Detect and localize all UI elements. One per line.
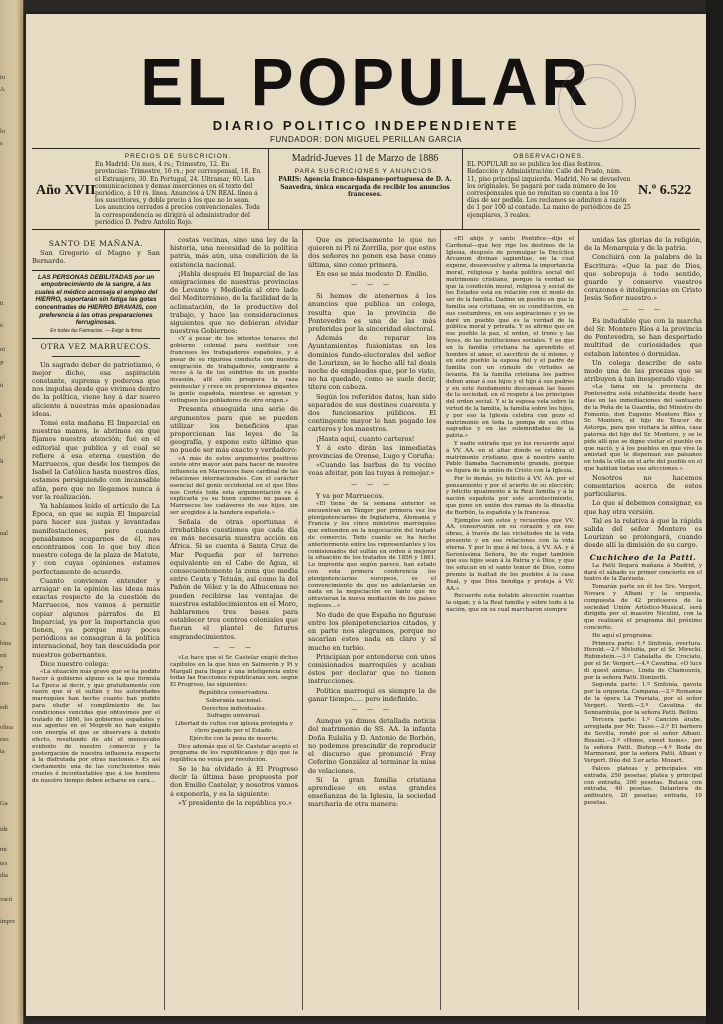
observations [464,149,634,229]
article-paragraph: «Y presidente de la república yo.» [178,798,293,807]
spine-text: e [0,494,3,501]
article-paragraph: Un colega describe de este modo una de las proezas que se atribuyen á tan inesperado viaje: [584,358,702,384]
spine-text: Ga [0,800,8,807]
article-paragraph: Ya habíamos leído el artículo de La Época, en que se supía El Imparcial para hacer sus justas y levantadas manifestaciones, pero cuando pensábamos ocuparnos de él, nos encontramos con lo que hoy dice nuestro colega de la plaza de Matute, y con cuyas opiniones estamos perfectamente de acuerdo. [32,502,160,576]
spine-text: olina [0,724,13,731]
quoted-paragraph: «La situación más grave que se ha podido hacer á gobierno alguno es la que formula La Época al decir, y que gratuitamente con razón que si el sultán y los autoridades marroquíes han hecho cuanto han podido para eludir el cumplimiento de las condiciones vencidas que obtuvimos por el tratado de 1860, los gobiernos españoles y sus agentes en el Mogreb no han exigido con energía el que se observara á debido efecto, resultando de ahí el menoscabo evidente de nuestro comercio y la postergación de nuestra influencia respecto á la disfrutada por otras naciones.» Es así ciertamente una de las conclusiones más crueles é incontestables que á los hombres de nuestro tiempo deben echarse en cara… [32,669,160,784]
info-bar [32,148,700,230]
article-paragraph: ¡Hasta aquí, cuanto carteros! [316,434,415,443]
quoted-paragraph: «La fama en la provincia de Pontevedra está establecida desde hace días en las inmediaciones del santuario de la Peña de la Guardia, del Ministro de Fomento, don Eugenio Montero Ríos y Sr. Montero, el hijo de Teucer de Astorga, para que visitara la aldea, casa paterna del hijo del Sr. Montero, y se le pide allí que se digne visitar el pueblo en que nació, y á los pueblos en que vive la amistad que le dispensan sus paisanos en toda la villa en el arte del pueblo en el que habitan todas sus afecciones.» [584,384,702,473]
spine-text: mi [0,652,7,659]
newspaper-subtitle: DIARIO POLITICO INDEPENDIENTE [212,118,520,133]
article-paragraph: Recuerde esta notable alocución cuantas la oigan; y á la Real familia y sobre todo á la nación, que en su cual marcharon siempre [446,593,574,614]
spine-text: mo- [0,680,11,687]
spine-text: eso [0,736,9,743]
agency-heading: PARA SUSCRICIONES Y ANUNCIOS. [294,168,436,176]
saint-heading: SANTO DE MAÑANA. [48,239,144,248]
article-paragraph: Y nadie extrañe que yo los recuerde aquí á VV. AA. en el altar donde se celebra el matrimonio cristiano, que á nuestro santo Pablo llamaba Sacramento grande, porque es figura de la unión de Cristo con la Iglesia. [446,440,574,475]
article-paragraph: Principian por entenderse con unos comisionados marroquíes y acaban éstos por declarar que no tienen instrucciones. [308,652,436,686]
article-paragraph: Primera parte: 1.º Sinfonía, overtura. Herold.—2.º Melodía, por el Sr. Mirecki. Rubinstein.—3.º Cabalatta de Crociato, por el Sr. Vergert.—4.º Cavatina. «O luce di quest anima», Linda de Chamounix, por la señora Patti. Donizetti. [584,640,702,681]
column-2 [170,236,298,808]
spine-text: vacú [0,896,13,903]
separator-dashes: — — — [213,643,255,651]
saint-text: San Gregorio el Magno y San Bernardo. [32,249,160,266]
adjacent-page-spine [0,0,24,1024]
issue-date: Madrid-Jueves 11 de Marzo de 1886 [291,153,439,164]
info-divider [268,149,269,229]
issue-number: N.º 6.522 [638,183,692,198]
spine-text: nal [0,530,8,537]
column-1 [32,236,160,786]
quoted-paragraph: «Lo hace que el Sr. Castelar exigió dichos capítulos en la que hizo en Salmerón y Pí y Margall para llegar á una inteligencia entre todas las fracciones republicanas son, según El Progreso, las siguientes: [170,655,298,689]
article-paragraph: Tomarán parte en él los Srs. Vergert, Novara y Albani y la orquesta, compuesta de 42 profesores de la sociedad Unión Artístico-Musical, será dirigida por el maestro Nicolini, con la que realizará el programa del próximo concierto. [584,584,702,632]
spine-text: dia [0,872,8,879]
spine-text: li [0,458,4,465]
separator-dashes: — — — [351,480,393,488]
article-paragraph: Se le ha olvidado á El Progreso decir la última base propuesta por don Emilio Castelar, y nosotros vamos á exponerla, y es la siguiente: [170,765,298,798]
article-paragraph: Tomé esta mañana El Imparcial en nuestras manos, le abrimos en que fijamos nuestra atención; fué en el editorial que publica y el cual se refiere á esa eterna cuestión de Marruecos, que desde los tiempos de Isabel la Católica hasta nuestros días, estamos persiguiendo con incansable afán, pero que no llegamos nunca á ver la realización. [32,418,160,501]
list-item: Derechos individuales. [201,705,267,712]
article-paragraph: Tercera parte: 1.º Canción árabe, arreglada por Mr. Tasso.—2.º El barbero de Sevilla, rondó por el señor Albani. Rossini.—3.º «Home, sweet home», por la señora Patti. Bishop.—4.º Boda de Marmorani, por la señora Patti, Albani y Vergert. Dúo del 3.er acto. Mozart. [584,717,702,765]
article-paragraph: Ejemplos son estos y recuerdos que VV. AA. conservarán en su corazón y en sus obras, á través de las vicisitudes de la vida presente y en sus relaciones con la vida eterna. Y por lo que á mí toca, á VV. AA. y á Sereníssima Señora, he de rogar también que sus hijos sean á la Patria y á Dios, y que los educan en el santo temor de Dios, como premio la lealtad de los pueblos á la casa Real, y que Dios bendiga y proteja á VV. AA.» [446,517,574,592]
observations-text: EL POPULAR no se publica los días festivos. Redacción y Administración: Calle del Prado, núm. 11, piso principal izquierda. Madrid. No se devuelven los originales. Se pagará por cada número de los corresponsales que no remitan su cuenta a los 10 días de ser pedida. Los reclamos se admiten á razón de 1 por 100 al contado. La mano de periódicos de 25 ejemplares, 3 reales. [467,161,631,219]
library-stamp-inner-ring [571,77,623,129]
article-paragraph: unidas las glorias de la religión, de la Monarquía y de la patria. [584,236,702,253]
section-title-marruecos: OTRA VEZ MARRUECOS. [40,342,152,352]
article-paragraph: Segunda parte: 1.º Sinfonía, gavota por la orquesta. Campana.—2.º Romanza de la ópera La Traviata, por el señor Vergert. Verdi.—3.º Cavatina de Sonnambula, por la señora Patti. Bellini. [584,682,702,716]
list-item: Sufragio universal. [207,713,261,720]
spine-text: P [0,360,4,367]
spine-text: tu [0,74,6,81]
spine-text: y [0,664,4,671]
spine-text: s [0,140,3,147]
article-paragraph: Dice nuestro colega: [40,659,109,668]
spine-text: ros [0,576,8,583]
separator-dashes: — — — [351,706,393,714]
spine-text: bina [0,640,12,647]
library-stamp [558,64,636,142]
spine-text: ti [0,300,4,307]
list-item: República conservadora. [198,690,270,697]
article-paragraph: Un sagrado deber de patriotismo, ó mejor dicho, esa aspiración constante, suprema y poderosa que nos impulsa desde que vivimos dentro de la política, viene hoy á dar nuevo aliciente á nuestras más apasionadas ideas. [32,360,160,418]
list-item: Ejército con la pena de muerte. [189,735,279,742]
subscription-prices [92,149,264,229]
section-title-patti: Cuchicheo de la Patti. [589,552,697,562]
separator-dashes: — — — [351,281,393,289]
article-paragraph: Política marroquí es siempre la de ganar tiempo..... pero indefinido. [308,686,436,703]
column-separator [440,230,441,1010]
article-paragraph: Concluirá con la palabra de la Escritura: «Que la paz de Dios, que sobrepuja á todo sentido, guarde y conserve vuestros corazones é inteligencias en Cristo Jesús Señor nuestro.» [584,253,702,303]
spine-text: edi [0,704,8,711]
divider-rule [52,356,140,357]
article-paragraph: costas vecinas, sino una ley de la historia, una necesidad de la política patria, más aún, una condición de la existencia nacional. [170,236,298,269]
article-paragraph: Si hemos de atenernos á los anuncios que publica un colega, resulta que la provincia de Pontevedra es una de las más preferidas por la sinceridad electoral. [308,292,436,334]
spine-text: mi [0,846,7,853]
column-5 [584,236,702,808]
article-paragraph: Aunque ya dimos detallada noticia del matrimonio de SS. AA. la infanta Doña Eulalia y D. Antonio de Borbón, no podemos prescindir de reproducir el discurso que pronunció Fray Ceferino González al terminar la misa de velaciones. [308,717,436,775]
spine-text: ta [0,748,5,755]
quoted-paragraph: «A más de estos argumentos positivos existe otro mayor aún para hacer de nuestra influencia en Marruecos base cardinal de las relaciones internacionales. Con el carácter esencial del genio occidental en el que Dios nos Cortés toda esta argumentación va á explicarla ya su buen camino no pasan á Marruecos los cadáveres de sus hijos, sin ser acogidos á la bandera española.» [170,455,298,516]
subscription-prices-heading: PRECIOS DE SUSCRICION. [124,153,232,160]
background-edge [706,0,723,1024]
column-3 [308,236,436,810]
column-separator [302,230,303,1010]
founder-line: FUNDADOR: DON MIGUEL PERILLAN GARCIA [270,135,462,144]
article-paragraph: Según los referidos datos, han sido separados de sus destinos cuarenta y dos funcionarios públicos. El contingente mayor le han pagado los carteros y los maestros. [308,392,436,434]
spine-text: e [0,598,3,605]
article-paragraph: «Cuando las barbas de tu vecino veas afeitar, pon las tuyas á remojar.» [308,461,436,478]
article-paragraph: Tal es la relativa á que la rápida salida del señor Montero es Lourizan se prolongará, cuando desde allí la dimisión de su cargo. [584,516,702,550]
list-item: Libertad de cultos con iglesia protegida y clero pagado por el Estado. [175,721,293,735]
spine-text: pl [0,434,6,441]
quoted-paragraph: «Y á pesar de los intentos tenaces del gobierno colonial para sustituir con franceses los trabajadores españoles, y á pesar de su rigurosa conducta con nuestra emigración de trabajadores, emigrante á veces á la de los súbditos de un pueblo invasión, allí sólo prospera la raza peninsular y crece en proporciones gigantes la gente española, mientras se agostan y extinguen los pobladores de otro origen.» [170,336,298,404]
article-paragraph: Por lo demás, yo felicito á VV. AA. por el pensamiento y por el acierto de su elección; y felicito igualmente á la Real familia y á la nación española por este acontecimiento, que pone en unión dos ramas de la dinastía de Borbón, la española y la francesa. [446,475,574,516]
article-paragraph: Que es precisamente lo que no quieren ni Pí ni Zorrilla, por que estos dos señores no ponen esa base como última, sino como primera. [308,236,436,269]
article-paragraph: Y á esto dirán las inmediatas provincias de Orense, Lugo y Coruña: [308,443,436,461]
quoted-paragraph: «El ahijo y santo Pontífice—dijo el Cardenal—que hoy rige los destinos de la Iglesia, después de promulgar la Encíclica Arcanum divinae sapientiae, en la cual expone, desenvuelve y afirma la importancia moral, religiosa y hasta política social del matrimonio cristiano, porque la verdad es que la condición moral, religiosa y social de los Estados está en relación con el modo de ser de la familia. Dadme un pueblo en que la familia sea cristiana, en su constitución, en sus costumbres, en sus aspiraciones y yo os daré un pueblo que es la verdad de la pública moral y privada. Y os afirmo que en ese pueblo la paz, el orden, el trono y las leyes, de las instituciones sociales. Y es que en la familia cristiana ha aprendido el hombre el amor, el sacrificio de sí mismo, y en este pueblo la esposa fiel y el padre de familia con un cúmulo de virtudes se levanta. En la familia cristiana los padres deben amar á sus hijos y el hijo á sus padres y en este fundamento descansan las bases de la sociedad, en el respeto á los principios del orden social. Y si la esposa vela sobre la virtud de la familia, la familia sobre los hijos, y por eso la Iglesia celebra con gozo el matrimonio en toda la pompa de sus ritos sagrados y en las solemnidades de la patria.» [446,236,574,440]
article-paragraph: Señala de otras oportunas é irrebatibles cuestiones que cada día es más necesaria nuestra acción en África. Si se cuenta á Santa Cruz de Mar Pequeña por el terreno equivalente en el Cabo de Agua, si consecuentemente la zona que media entre Ceuta y Tetuán, así como la del Pañón de Vélez y la de Alhucemas no pueden recibirse las ventajas de nuestros establecimientos en el Moro, hablaremos tres bases para establecer tres centros coloniales que fueran el plantel de futuros engrandecimientos. [170,517,298,641]
iron-ad-footer: En todas las Farmacias. — Exigir la firma [50,327,142,334]
iron-advertisement [32,270,160,340]
separator-dashes: — — — [622,305,664,313]
spine-text: ú [0,382,4,389]
spine-text: lo [0,128,6,135]
agency-text: PARIS: Agencia franco-hispano-portuguesa de D. A. Saavedra, única encargada de recibir los anuncios franceses. [278,176,452,198]
year-label: Año XVII [36,183,96,198]
newspaper-page [26,14,706,1016]
article-paragraph: Lo que sí debemos consignar, es que hay otra versión. [584,499,702,516]
article-paragraph: Si la gran familia cristiana aprendiese en estas grandes enseñanzas de la Iglesia, la sociedad marcharía de otra manera: [308,775,436,809]
article-paragraph: Y va por Marruecos. [316,491,384,500]
info-divider [462,149,463,229]
column-4 [446,236,574,615]
iron-ad-text: LAS PERSONAS DEBILITADAS por un empobrecimiento de la sangre, á las cuales el médico aconseja el empleo del HIERRO, soportarán sin fatiga las gotas concentradas de HIERRO BRAVAIS, con preferencia á las otras preparaciones ferruginosas. [34,273,158,327]
spine-text: é. [0,322,5,329]
spine-text: impre [0,918,16,925]
list-item: Soberanía nacional. [205,697,263,704]
article-paragraph: ¡Habla después El Imparcial de las emigraciones de nuestras provincias de Levante y Mediodía al otro lado del Mediterráneo, de la facilidad de la aclimatación, de lo productivo del trabajo, y hace las consideraciones siguientes que no debieran olvidar nuestros Gobiernos: [170,269,298,336]
spine-text: ide [0,826,8,833]
date-and-agency [272,149,458,229]
subscription-prices-text: En Madrid: Un mes, 4 rs.; Trimestre, 12. En provincias: Trimestre, 16 rs.; por corresponsal, 18. En el Extranjero, 30. En Portugal, 24. Ultramar, 60. Las comunicaciones y demas inserciones en el texto del periódico, á 10 rs. línea. Anuncios á UN REAL línea á los suscritores, y doble precio á los que no lo sean. Los anuncios cerrados á precios convencionales. Toda la correspondencia se dirigirá al administrador del periódico D. Pedro Antolín Rojo. [95,161,261,226]
article-paragraph: Además de reparar los Ayuntamientos fusionistas en los dominios fundo-electorales del señor de Lourizan, se le hecho allí tal dosis noche de empleados que, por lo visto, no ha quedado, como se suele decir, títere con cabeza. [308,334,436,392]
spine-text: ca [0,620,6,627]
article-paragraph: Es indudable que con la marcha del Sr. Montero Ríos á la provincia de Pontevedra, se han despertado multitud de curiosidades que estaban latentes ó dormidas. [584,316,702,358]
quoted-paragraph: «El tiene de la semana anterior se encuentran en Tánger por primera vez los plenipotenciarios de Inglaterra, Alemania y Francia y los cinco ministros marroquíes que entienden en la negociación del tratado de comercio. Todo cuanto se ha hecho anteriormente entre los representantes y los comisionados del sultán en orden á mejorar la situación de los tratados de 1856 y 1861. Lo imprenta que según parece, han estado con esta primera conferencia los plenipotenciarios europeos, es el convencimiento de que no adelantarán en nada en la negociación en tanto que no obtuvieran la nueva mediación de los países ingleses…» [308,501,436,610]
quoted-paragraph: Dice además que el Sr. Castelar aceptó el programa de los republicanos y dijo que la república no venía por revolución. [170,743,298,764]
article-paragraph: Presenta enseguida una serie de argumentos para que se pueden utilizar los beneficios que proporcionan las leyes de la geografía, y expone esto último que no puede ser más exacto y verdadero: [170,405,298,455]
text-columns [30,230,704,1016]
observations-heading: OBSERVACIONES. [513,153,585,160]
newspaper-title: EL POPULAR [140,44,592,120]
spine-text: ni [0,346,6,353]
article-paragraph: Cuanto convienen entender y arraigar en la opinión las ideas más exactas respecto de la cuestión de Marruecos, nos vamos á permitir copiar algunos párrafos de El Imparcial, ya por la importancia que tienen, ya porque muy poces periódicos se consagran á la política internacional, hoy tan descuidada por nuestros gobernantes. [32,576,160,659]
spine-text: tes [0,860,8,867]
column-separator [578,230,579,1010]
spine-text: t [0,412,2,419]
article-paragraph: Nosotros no hacemos comentarios acerca de estos particulares. [584,473,702,499]
article-paragraph: En eso se más modesto D. Emilio. [316,269,429,278]
spine-text: A [0,86,5,93]
column-separator [164,230,165,1010]
article-paragraph: He aquí el programa: [592,632,653,639]
article-paragraph: La Patti llegará mañana á Madrid, y dará el sábado su primer concierto en el teatro de la Zarzuela. [584,562,702,583]
article-paragraph: Palcos plateas y principales sin entrada, 250 pesetas; platea y principal con entrada, 300 pesetas. Butaca con entrada, 40 pesetas. Delantera de anfiteatro, 20 pesetas; entrada, 10 pesetas. [584,765,702,806]
article-paragraph: No dude de que España no figurase entre los plenipotenciarios citados, y en parte nos alegramos, porque no sacarían estos nada en claro y sí mucho en turbio. [308,610,436,652]
